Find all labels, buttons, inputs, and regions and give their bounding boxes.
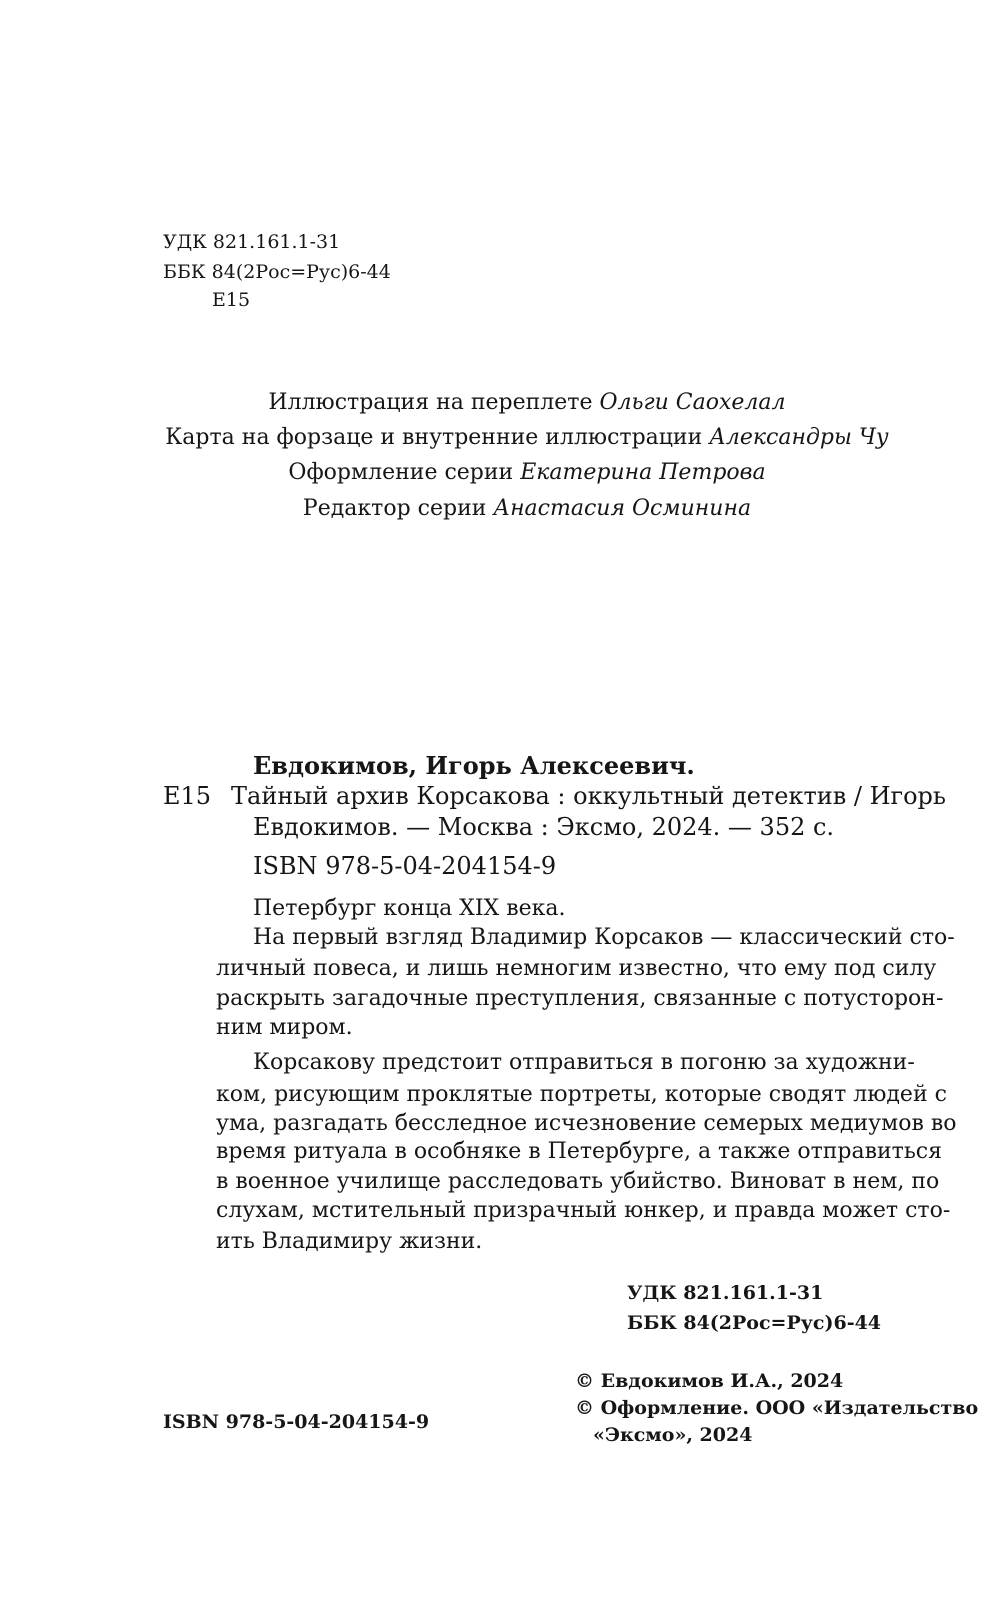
- credit-line-series-editor: [0, 496, 1000, 521]
- credit-name: Анастасия Осминина: [493, 496, 752, 521]
- entry-author-sign: Е15: [163, 782, 212, 810]
- annotation-line: слухам, мстительный призрачный юнкер, и правда может сто-: [216, 1198, 951, 1223]
- bottom-isbn: ISBN 978-5-04-204154-9: [163, 1411, 430, 1433]
- credit-role: Иллюстрация на переплете: [268, 390, 600, 415]
- credit-name: Ольги Саохелал: [599, 390, 786, 415]
- annotation-line: Петербург конца XIX века.: [253, 896, 566, 921]
- top-author-sign: Е15: [212, 289, 251, 311]
- entry-publication-line: Евдокимов. — Москва : Эксмо, 2024. — 352 с.: [253, 813, 835, 841]
- annotation-line: ним миром.: [216, 1015, 353, 1040]
- credit-name: Александры Чу: [709, 425, 889, 450]
- copyright-design: © Оформление. ООО «Издательство: [575, 1397, 979, 1419]
- credit-line-map-illustrations: [0, 425, 1000, 450]
- credit-name: Екатерина Петрова: [520, 460, 766, 485]
- annotation-line: ить Владимиру жизни.: [216, 1229, 483, 1254]
- annotation-line: ума, разгадать бесследное исчезновение семерых медиумов во: [216, 1111, 957, 1136]
- annotation-line: На первый взгляд Владимир Корсаков — классический сто-: [253, 925, 955, 950]
- annotation-line: время ритуала в особняке в Петербурге, а также отправиться: [216, 1139, 943, 1164]
- entry-isbn: ISBN 978-5-04-204154-9: [253, 852, 557, 880]
- top-bbk-code: ББК 84(2Рос=Рус)6-44: [163, 261, 391, 283]
- copyright-design-cont: «Эксмо», 2024: [593, 1424, 753, 1446]
- annotation-line: ком, рисующим проклятые портреты, которые сводят людей с: [216, 1082, 947, 1107]
- entry-title-line: Тайный архив Корсакова : оккультный детектив / Игорь: [231, 782, 946, 810]
- credit-role: Карта на форзаце и внутренние иллюстрации: [165, 425, 710, 450]
- credit-line-series-design: [0, 460, 1000, 485]
- top-udk-code: УДК 821.161.1-31: [163, 231, 341, 253]
- bottom-udk-code: УДК 821.161.1-31: [627, 1282, 824, 1304]
- credit-role: Оформление серии: [288, 460, 521, 485]
- annotation-line: Корсакову предстоит отправиться в погоню за художни-: [253, 1050, 915, 1075]
- copyright-author: © Евдокимов И.А., 2024: [575, 1370, 844, 1392]
- credit-role: Редактор серии: [302, 496, 494, 521]
- bottom-bbk-code: ББК 84(2Рос=Рус)6-44: [627, 1312, 882, 1334]
- credit-line-cover-illustration: [0, 390, 1000, 415]
- annotation-line: раскрыть загадочные преступления, связанные с потусторон-: [216, 986, 944, 1011]
- entry-author: Евдокимов, Игорь Алексеевич.: [253, 751, 695, 780]
- annotation-line: личный повеса, и лишь немногим известно, что ему под силу: [216, 956, 937, 981]
- annotation-line: в военное училище расследовать убийство. Виноват в нем, по: [216, 1169, 940, 1194]
